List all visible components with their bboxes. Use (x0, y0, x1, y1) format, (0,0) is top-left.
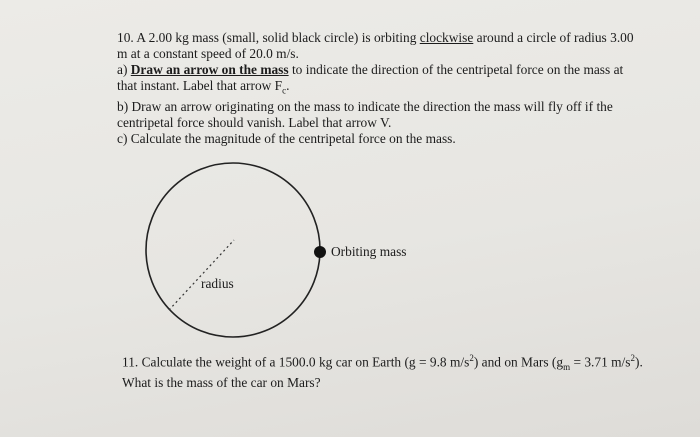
orbit-circle (146, 163, 320, 337)
orbiting-mass-label: Orbiting mass (331, 244, 407, 259)
q10-line-2: m at a constant speed of 20.0 m/s. (117, 46, 299, 61)
orbiting-mass (314, 246, 326, 258)
mars-subscript: m (563, 362, 571, 373)
question-11 (122, 350, 682, 391)
q10-text: around a circle of radius 3.00 (473, 30, 634, 45)
q11-text: 11. Calculate the weight of a 1500.0 kg car on Earth (g = 9.8 m/s (122, 354, 470, 370)
part-a-text: to indicate the direction of the centripetal force on the mass at (288, 62, 624, 77)
superscript: 2 (630, 353, 635, 363)
q11-text: ) and on Mars (g (473, 354, 564, 370)
fc-subscript: c (282, 85, 287, 96)
part-a-text: . (286, 78, 290, 93)
part-a-instruction-bold: Draw an arrow on the mass (130, 62, 289, 77)
q10-part-b-cont: centripetal force should vanish. Label that arrow V. (117, 114, 392, 130)
q11-line-1 (122, 350, 682, 375)
q10-part-b: b) Draw an arrow originating on the mass to indicate the direction the mass will fly off if the (117, 98, 613, 114)
superscript: 2 (469, 353, 474, 363)
q10-text: 10. A 2.00 kg mass (small, solid black circle) is orbiting (117, 30, 420, 45)
radius-line (169, 240, 234, 310)
q11-line-2: What is the mass of the car on Mars? (122, 375, 321, 391)
radius-label: radius (201, 276, 234, 291)
q11-text: ). (634, 354, 643, 370)
part-a-text: that instant. Label that arrow F (117, 78, 283, 93)
clockwise-underlined: clockwise (419, 30, 474, 45)
q10-part-c: c) Calculate the magnitude of the centripetal force on the mass. (117, 130, 456, 146)
part-a-marker: a) (117, 62, 131, 77)
q11-text: = 3.71 m/s (570, 354, 631, 370)
